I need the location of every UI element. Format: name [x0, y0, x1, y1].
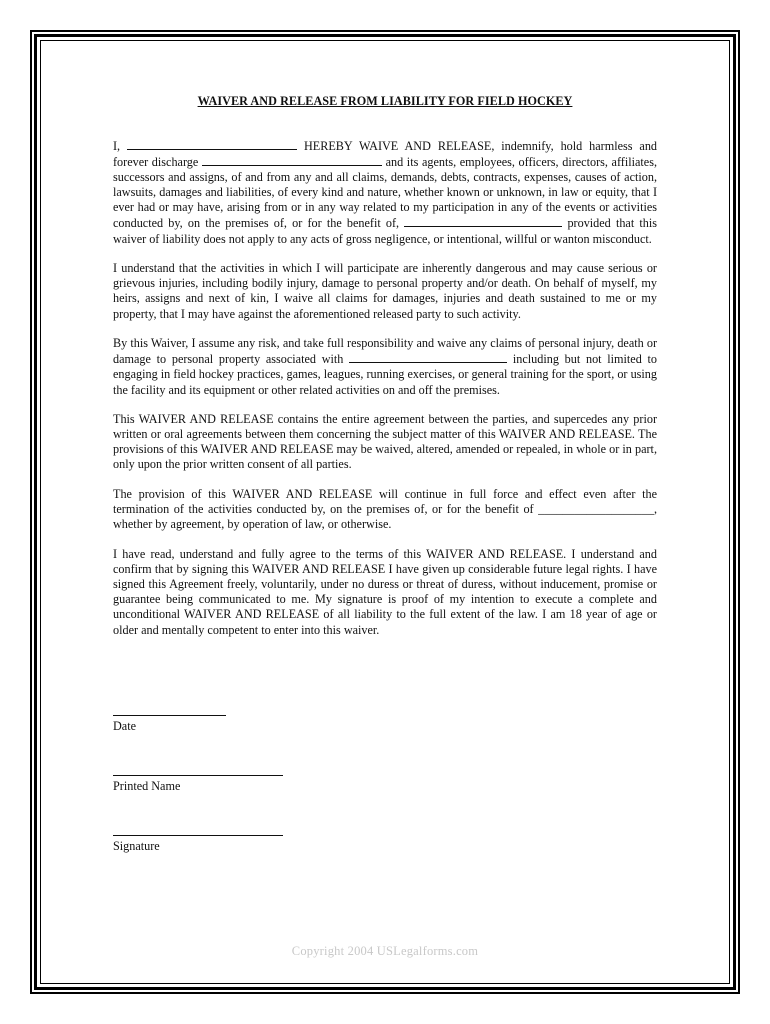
paragraph-release [113, 138, 657, 247]
paragraph-acknowledgement: I have read, understand and fully agree to the terms of this WAIVER AND RELEASE. I understand and confirm that by signing this WAIVER AND RELEASE I have given up considerable future legal rights. I have signed this Agreement freely, voluntarily, under no duress or threat of duress, without inducement, promise or guarantee being communicated to me. My signature is proof of my intention to execute a complete and unconditional WAIVER AND RELEASE of all liability to the full extent of the law. I am 18 year of age or older and mentally competent to enter into this waiver. [113, 547, 657, 637]
releasor-prefix: I, [113, 139, 121, 153]
printed-name-label: Printed Name [113, 779, 181, 793]
printed-name-field [113, 775, 283, 794]
date-label: Date [113, 719, 137, 733]
copyright-footer: Copyright 2004 USLegalforms.com [291, 944, 479, 958]
assumption-scope: including but not limited to engaging in field hockey practices, games, leagues, running exercises, or general training for the sport, or using the facility and its equipment or other related activities on and off the premises. [113, 352, 658, 397]
survival-tail: whether by agreement, by operation of law, or otherwise. [113, 517, 392, 532]
paragraph-entire-agreement: This WAIVER AND RELEASE contains the entire agreement between the parties, and supercedes any prior written or oral agreements between them concerning the subject matter of this WAIVER AND RELEASE. The provisions of this WAIVER AND RELEASE may be waived, altered, amended or repealed, in whole or in part, only upon the prior written consent of all parties. [113, 412, 657, 472]
survival-text: The provision of this WAIVER AND RELEASE will continue in full force and effect even after the termination of the activities conducted by, on the premises of, or for the benefit of [113, 487, 657, 517]
date-line[interactable] [113, 715, 226, 716]
printed-name-line[interactable] [113, 775, 283, 776]
paragraph-risk-understanding: I understand that the activities in which I will participate are inherently dangerous and may cause serious or grievous injuries, including bodily injury, damage to personal property and/or death. On behalf of myself, my heirs, assigns and next of kin, I waive all claims for damages, injuries and death sustained to me or my property, that I may have against the aforementioned released party to such activity. [113, 261, 657, 321]
release-exception: provided that this waiver of liability does not apply to any acts of gross negligence, or intentional, willful or wanton misconduct. [113, 216, 657, 246]
paragraph-survival [113, 487, 657, 532]
date-field [113, 715, 226, 734]
release-clause: HEREBY WAIVE AND RELEASE, indemnify, hold harmless and forever discharge [113, 139, 658, 170]
document-title: WAIVER AND RELEASE FROM LIABILITY FOR FIELD HOCKEY [197, 94, 573, 108]
document-body [113, 138, 657, 652]
releasee-name-blank[interactable] [202, 154, 382, 166]
signature-label: Signature [113, 839, 160, 853]
paragraph-assumption-of-risk [113, 336, 657, 397]
signature-line[interactable] [113, 835, 283, 836]
activity-blank[interactable] [349, 351, 507, 363]
release-scope: and its agents, employees, officers, directors, affiliates, successors and assigns, of and from any and all claims, demands, debts, contracts, expenses, causes of action, lawsuits, damages and liabilities, of every kind and nature, whether known or unknown, in law or equity, that I ever had or may have, arising from or in any way related to my participation in any of the events or activities conducted by, on the premises of, or for the benefit of, [113, 155, 658, 231]
beneficiary-blank[interactable] [404, 215, 562, 227]
releasor-name-blank[interactable] [127, 138, 297, 150]
survival-blank[interactable]: ___________________, [538, 502, 657, 517]
signature-field [113, 835, 283, 854]
assumption-text: By this Waiver, I assume any risk, and take full responsibility and waive any claims of personal injury, death or damage to personal property associated with [113, 336, 657, 367]
